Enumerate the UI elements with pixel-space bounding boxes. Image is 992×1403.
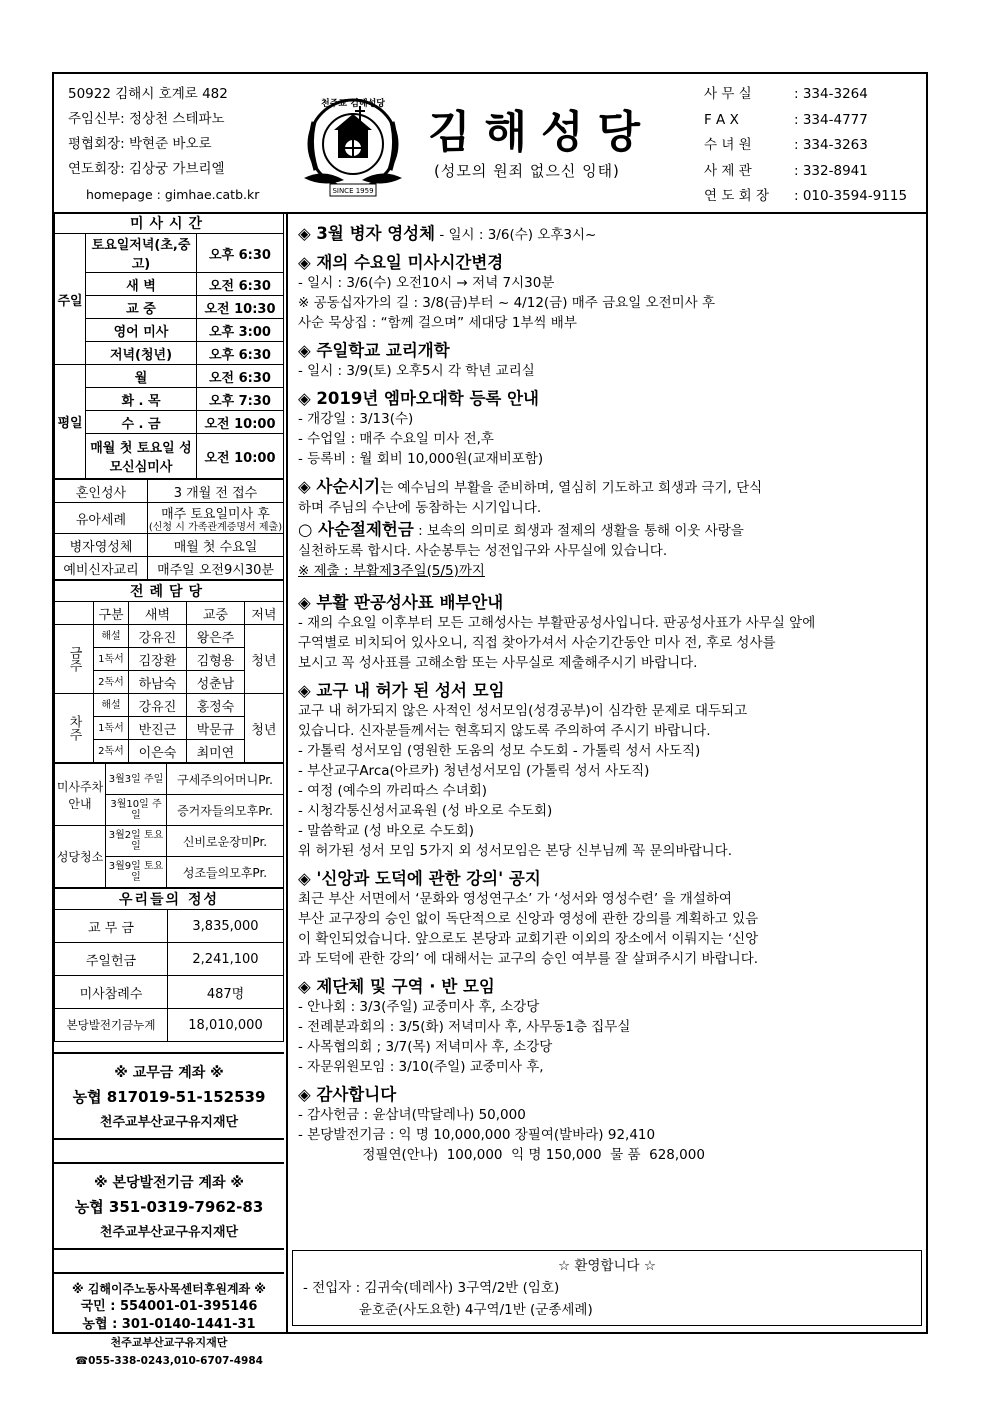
sacrament-name: 병자영성체: [55, 534, 148, 557]
notice-line: 구역별로 비치되어 있사오니, 직접 찾아가셔서 사순기간동안 미사 전, 후로 성사를: [298, 635, 776, 651]
notice-line: 위 허가된 성서 모임 5가지 외 성서모임은 본당 신부님께 꼭 문의바랍니다.: [298, 843, 732, 859]
notice-title: ◈ 부활 판공성사표 배부안내: [298, 593, 504, 612]
liturgy-person: 왕은주: [186, 625, 244, 648]
account-owner: 천주교부산교구유지재단: [99, 1225, 239, 1240]
liturgy-person: 성춘남: [186, 671, 244, 694]
sacrament-value: 3 개월 전 접수: [148, 480, 284, 503]
notice-heading: [298, 977, 918, 997]
notice-line: 교구 내 허가되지 않은 사적인 성서모임(성경공부)이 심각한 문제로 대두되고: [298, 703, 748, 719]
labor-center-line1: 국민 : 554001-01-395146: [80, 1299, 258, 1314]
mass-name: 월: [86, 365, 197, 388]
offering-name: 미사참례수: [55, 976, 168, 1009]
liturgy-table: [54, 580, 284, 763]
account-number: 농협 817019-51-152539: [72, 1088, 266, 1106]
mass-name: 매월 첫 토요일 성모신심미사: [86, 434, 197, 479]
duty-group: 성조들의모후Pr.: [167, 857, 284, 888]
notice-title: ◈ 2019년 엠마오대학 등록 안내: [298, 389, 539, 408]
liturgy-person: 홍정숙: [186, 694, 244, 717]
evening-team: 청년: [244, 694, 283, 763]
left-sidebar: [54, 212, 284, 1378]
mass-name: 새 벽: [86, 273, 197, 296]
mass-schedule-table: [54, 212, 284, 479]
account-title: ※ 본당발전기금 계좌 ※: [93, 1175, 245, 1191]
sacrament-table: [54, 479, 284, 580]
duty-table: [54, 763, 284, 888]
notice-line: 실천하도록 합시다. 사순봉투는 성전입구와 사무실에 있습니다.: [298, 543, 668, 559]
contact-label: 사 무 실: [704, 86, 752, 102]
notice-line: 과 도덕에 관한 강의’ 에 대해서는 교구의 승인 여부를 잘 살펴주시기 바랍니다.: [298, 951, 759, 967]
labor-center-owner: 천주교부산교구유지재단: [110, 1336, 228, 1349]
notices-column: [286, 212, 928, 1332]
sacrament-note: (신청 시 가족관계증명서 제출): [148, 522, 283, 533]
role-label: 1독서: [94, 717, 129, 740]
mass-time: 오전 6:30: [197, 365, 284, 388]
notice-heading: [298, 224, 918, 245]
notice-heading: [298, 389, 918, 409]
duty-date: 3월3일 주일: [106, 764, 167, 795]
contact-label: 연 도 회 장: [704, 188, 770, 204]
notice-heading: [298, 681, 918, 701]
liturgy-person: 김형용: [186, 648, 244, 671]
parish-subtitle: (성모의 원죄 없으신 잉태): [434, 162, 620, 180]
header: [54, 74, 926, 214]
notice-sub: - 일시 : 3/6(수) 오후3시~: [435, 227, 597, 243]
offering-name: 주일헌금: [55, 943, 168, 976]
notice-line: 정필연(안나) 100,000 익 명 150,000 물 품 628,000: [298, 1147, 705, 1163]
liturgy-header: 교중: [186, 602, 244, 625]
liturgy-title: 전례담당: [55, 581, 284, 602]
notice-line: 최근 부산 서면에서 ‘문화와 영성연구소’ 가 ‘성서와 영성수련’ 을 개설하여: [298, 891, 732, 907]
notice-heading: [298, 1085, 918, 1105]
role-label: 2독서: [94, 740, 129, 763]
development-fund-account: [54, 1162, 284, 1250]
role-label: 1독서: [94, 648, 129, 671]
notice-line: - 수업일 : 매주 수요일 미사 전,후: [298, 431, 494, 447]
notice-line: 이 확인되었습니다. 앞으로도 본당과 교회기관 이외의 장소에서 이뤄지는 ‘신앙: [298, 931, 759, 947]
welcome-title: ☆ 환영합니다 ☆: [558, 1258, 656, 1274]
notice-line: 보시고 꼭 성사표를 고해소함 또는 사무실로 제출해주시기 바랍니다.: [298, 655, 698, 671]
liturgy-header: 새벽: [129, 602, 187, 625]
liturgy-person: 반진근: [129, 717, 187, 740]
sacrament-value: 매월 첫 수요일: [148, 534, 284, 557]
header-left-info: [68, 82, 259, 207]
liturgy-person: 박문규: [186, 717, 244, 740]
notice-line: 부산 교구장의 승인 없이 독단적으로 신앙과 영성에 관한 강의를 계획하고 있음: [298, 911, 759, 927]
notice-line: - 가톨릭 성서모임 (영원한 도움의 성모 수도회 - 가톨릭 성서 사도직): [298, 743, 701, 759]
notice-title: ◈ 제단체 및 구역 · 반 모임: [298, 977, 495, 996]
contact-label: F A X: [704, 111, 739, 128]
parish-due-account: [54, 1052, 284, 1140]
liturgy-person: 하남숙: [129, 671, 187, 694]
mass-time: 오후 7:30: [197, 388, 284, 411]
pastor: 주임신부: 정상천 스테파노: [68, 111, 225, 127]
offering-value: 18,010,000: [168, 1009, 284, 1042]
offering-value: 3,835,000: [168, 910, 284, 943]
duty-group: 증거자들의모후Pr.: [167, 795, 284, 826]
duty-date: 3월10일 주일: [106, 795, 167, 826]
liturgy-person: 최미연: [186, 740, 244, 763]
account-number: 농협 351-0319-7962-83: [74, 1198, 264, 1216]
mass-time: 오전 10:00: [197, 411, 284, 434]
notice-line: - 부산교구Arca(아르카) 청년성서모임 (가톨릭 성서 사도직): [298, 763, 650, 779]
this-week-label: 금주: [55, 625, 94, 694]
notice-line: - 시청각통신성서교육원 (성 바오로 수도회): [298, 803, 553, 819]
notice-heading: [298, 869, 918, 889]
contact-row: [704, 82, 907, 108]
mass-time: 오후 6:30: [197, 234, 284, 273]
parish-logo-icon: [294, 92, 412, 204]
sacrament-value: 매주 토요일미사 후: [161, 507, 270, 522]
mass-name: 저녁(청년): [86, 342, 197, 365]
weekday-label: 평일: [55, 365, 86, 479]
notice-title: ◈ 주일학교 교리개학: [298, 341, 450, 360]
notice-title: ◈ 사순시기: [298, 477, 381, 496]
liturgy-person: 김장환: [129, 648, 187, 671]
notice-heading: [298, 253, 918, 273]
notice-line: - 말씀학교 (성 바오로 수도회): [298, 823, 475, 839]
labor-center-phone: ☎055-338-0243,010-6707-4984: [75, 1355, 263, 1367]
notice-line: - 개강일 : 3/13(수): [298, 411, 414, 427]
mass-time: 오전 10:30: [197, 296, 284, 319]
notice-list: [298, 220, 918, 1165]
offering-value: 487명: [168, 976, 284, 1009]
sacrament-name: 예비신자교리: [55, 557, 148, 580]
contact-value: : 010-3594-9115: [794, 188, 908, 204]
sacrament-name: 유아세례: [55, 503, 148, 534]
account-title: ※ 교무금 계좌 ※: [114, 1065, 224, 1081]
mass-name: 토요일저녁(초,중고): [86, 234, 197, 273]
mass-title: 미사시간: [55, 213, 284, 234]
contact-row: [704, 159, 907, 185]
mass-time: 오후 3:00: [197, 319, 284, 342]
notice-title: ◈ 재의 수요일 미사시간변경: [298, 253, 504, 272]
contact-value: : 332-8941: [794, 162, 868, 179]
liturgy-person: 강유진: [129, 694, 187, 717]
address: 50922 김해시 호계로 482: [68, 86, 228, 102]
liturgy-person: 강유진: [129, 625, 187, 648]
parking-label: 미사주차안내: [55, 764, 106, 826]
offering-value: 2,241,100: [168, 943, 284, 976]
offering-name: 본당발전기금누계: [55, 1009, 168, 1042]
contact-label: 사 제 관: [704, 162, 752, 179]
labor-center-title: ※ 김해이주노동사목센터후원계좌 ※: [72, 1282, 266, 1296]
notice-heading: [298, 520, 918, 541]
duty-date: 3월2일 토요일: [106, 826, 167, 857]
logo-since-text: SINCE 1959: [332, 187, 374, 195]
welcome-line: - 전입자 : 김귀숙(데레사) 3구역/2반 (임호): [303, 1280, 560, 1296]
parish-title: 김해성당: [428, 107, 655, 158]
sacrament-name: 혼인성사: [55, 480, 148, 503]
homepage: homepage : gimhae.catb.kr: [86, 187, 260, 202]
notice-title: ◈ '신앙과 도덕에 관한 강의' 공지: [298, 869, 541, 888]
cleaning-label: 성당청소: [55, 826, 106, 888]
notice-line: - 전례분과회의 : 3/5(화) 저녁미사 후, 사무동1층 집무실: [298, 1019, 631, 1035]
notice-line: - 재의 수요일 이후부터 모든 고해성사는 부활판공성사입니다. 판공성사표가 사무실 앞에: [298, 615, 816, 631]
contact-value: : 334-3263: [794, 137, 868, 153]
duty-date: 3월9일 토요일: [106, 857, 167, 888]
next-week-label: 차주: [55, 694, 94, 763]
account-owner: 천주교부산교구유지재단: [99, 1115, 239, 1130]
liturgy-person: 이은숙: [129, 740, 187, 763]
labor-center-account: [54, 1272, 284, 1378]
bulletin-page: [52, 72, 928, 1367]
contact-row: [704, 108, 907, 134]
mass-name: 화 . 목: [86, 388, 197, 411]
notice-sub: : 보속의 의미로 희생과 절제의 생활을 통해 이웃 사랑을: [413, 523, 744, 539]
role-label: 해설: [94, 694, 129, 717]
notice-line: - 여정 (예수의 까리따스 수녀회): [298, 783, 488, 799]
notice-line: ※ 제출 : 부활제3주일(5/5)까지: [298, 563, 485, 579]
notice-line: - 사목협의회 ; 3/7(목) 저녁미사 후, 소강당: [298, 1039, 553, 1055]
contact-value: : 334-3264: [794, 86, 868, 102]
sunday-label: 주일: [55, 234, 86, 365]
council-president: 평협회장: 박현준 바오로: [68, 136, 212, 152]
labor-center-line2: 농협 : 301-0140-1441-31: [82, 1317, 256, 1332]
offering-name: 교 무 금: [55, 910, 168, 943]
duty-group: 신비로운장미Pr.: [167, 826, 284, 857]
contact-row: [704, 184, 907, 210]
contact-value: : 334-4777: [794, 111, 868, 128]
mass-time: 오후 6:30: [197, 342, 284, 365]
mass-name: 교 중: [86, 296, 197, 319]
notice-line: - 등록비 : 월 회비 10,000원(교재비포함): [298, 451, 544, 467]
notice-title: ◈ 감사합니다: [298, 1085, 397, 1104]
notice-line: - 자문위원모임 : 3/10(주일) 교중미사 후,: [298, 1059, 544, 1075]
welcome-box: [292, 1250, 922, 1326]
liturgy-header: 구분: [94, 602, 129, 625]
sacrament-value: 매주일 오전9시30분: [148, 557, 284, 580]
welcome-line: 윤호준(사도요한) 4구역/1반 (군종세례): [303, 1302, 593, 1318]
notice-line: - 일시 : 3/6(수) 오전10시 → 저녁 7시30분: [298, 275, 555, 291]
notice-line: ※ 공동십자가의 길 : 3/8(금)부터 ~ 4/12(금) 매주 금요일 오전미사 후: [298, 295, 716, 311]
mass-time: 오전 10:00: [197, 434, 284, 479]
contact-list: [704, 82, 907, 210]
notice-heading: [298, 593, 918, 613]
notice-line: 사순 묵상집 : “함께 걸으며” 세대당 1부씩 배부: [298, 315, 577, 331]
notice-line: - 일시 : 3/9(토) 오후5시 각 학년 교리실: [298, 363, 535, 379]
mass-name: 수 . 금: [86, 411, 197, 434]
notice-line: 하며 주님의 수난에 동참하는 시기입니다.: [298, 500, 542, 516]
duty-group: 구세주의어머니Pr.: [167, 764, 284, 795]
notice-title: ◈ 3월 병자 영성체: [298, 224, 436, 243]
notice-heading: [298, 477, 918, 498]
mass-time: 오전 6:30: [197, 273, 284, 296]
liturgy-header: 저녁: [244, 602, 283, 625]
notice-heading: [298, 341, 918, 361]
offering-title: 우리들의 정성: [55, 889, 284, 910]
notice-line: - 안나회 : 3/3(주일) 교중미사 후, 소강당: [298, 999, 540, 1015]
notice-line: - 본당발전기금 : 익 명 10,000,000 장필여(발바라) 92,410: [298, 1127, 656, 1143]
mass-name: 영어 미사: [86, 319, 197, 342]
role-label: 2독서: [94, 671, 129, 694]
contact-label: 수 녀 원: [704, 137, 752, 153]
notice-title: ○ 사순절제헌금: [298, 520, 414, 539]
logo-ring-text: 천주교 김해성당: [321, 99, 385, 109]
yeondo-president: 연도회장: 김상궁 가브리엘: [68, 161, 225, 177]
contact-row: [704, 133, 907, 159]
notice-title: ◈ 교구 내 허가 된 성서 모임: [298, 681, 505, 700]
notice-line: - 감사헌금 : 윤삼녀(막달레나) 50,000: [298, 1107, 526, 1123]
notice-sub: 는 예수님의 부활을 준비하며, 열심히 기도하고 희생과 극기, 단식: [380, 480, 763, 496]
evening-team: 청년: [244, 625, 283, 694]
role-label: 해설: [94, 625, 129, 648]
notice-line: 있습니다. 신자분들께서는 현혹되지 않도록 주의하여 주시기 바랍니다.: [298, 723, 711, 739]
offering-table: [54, 888, 284, 1042]
